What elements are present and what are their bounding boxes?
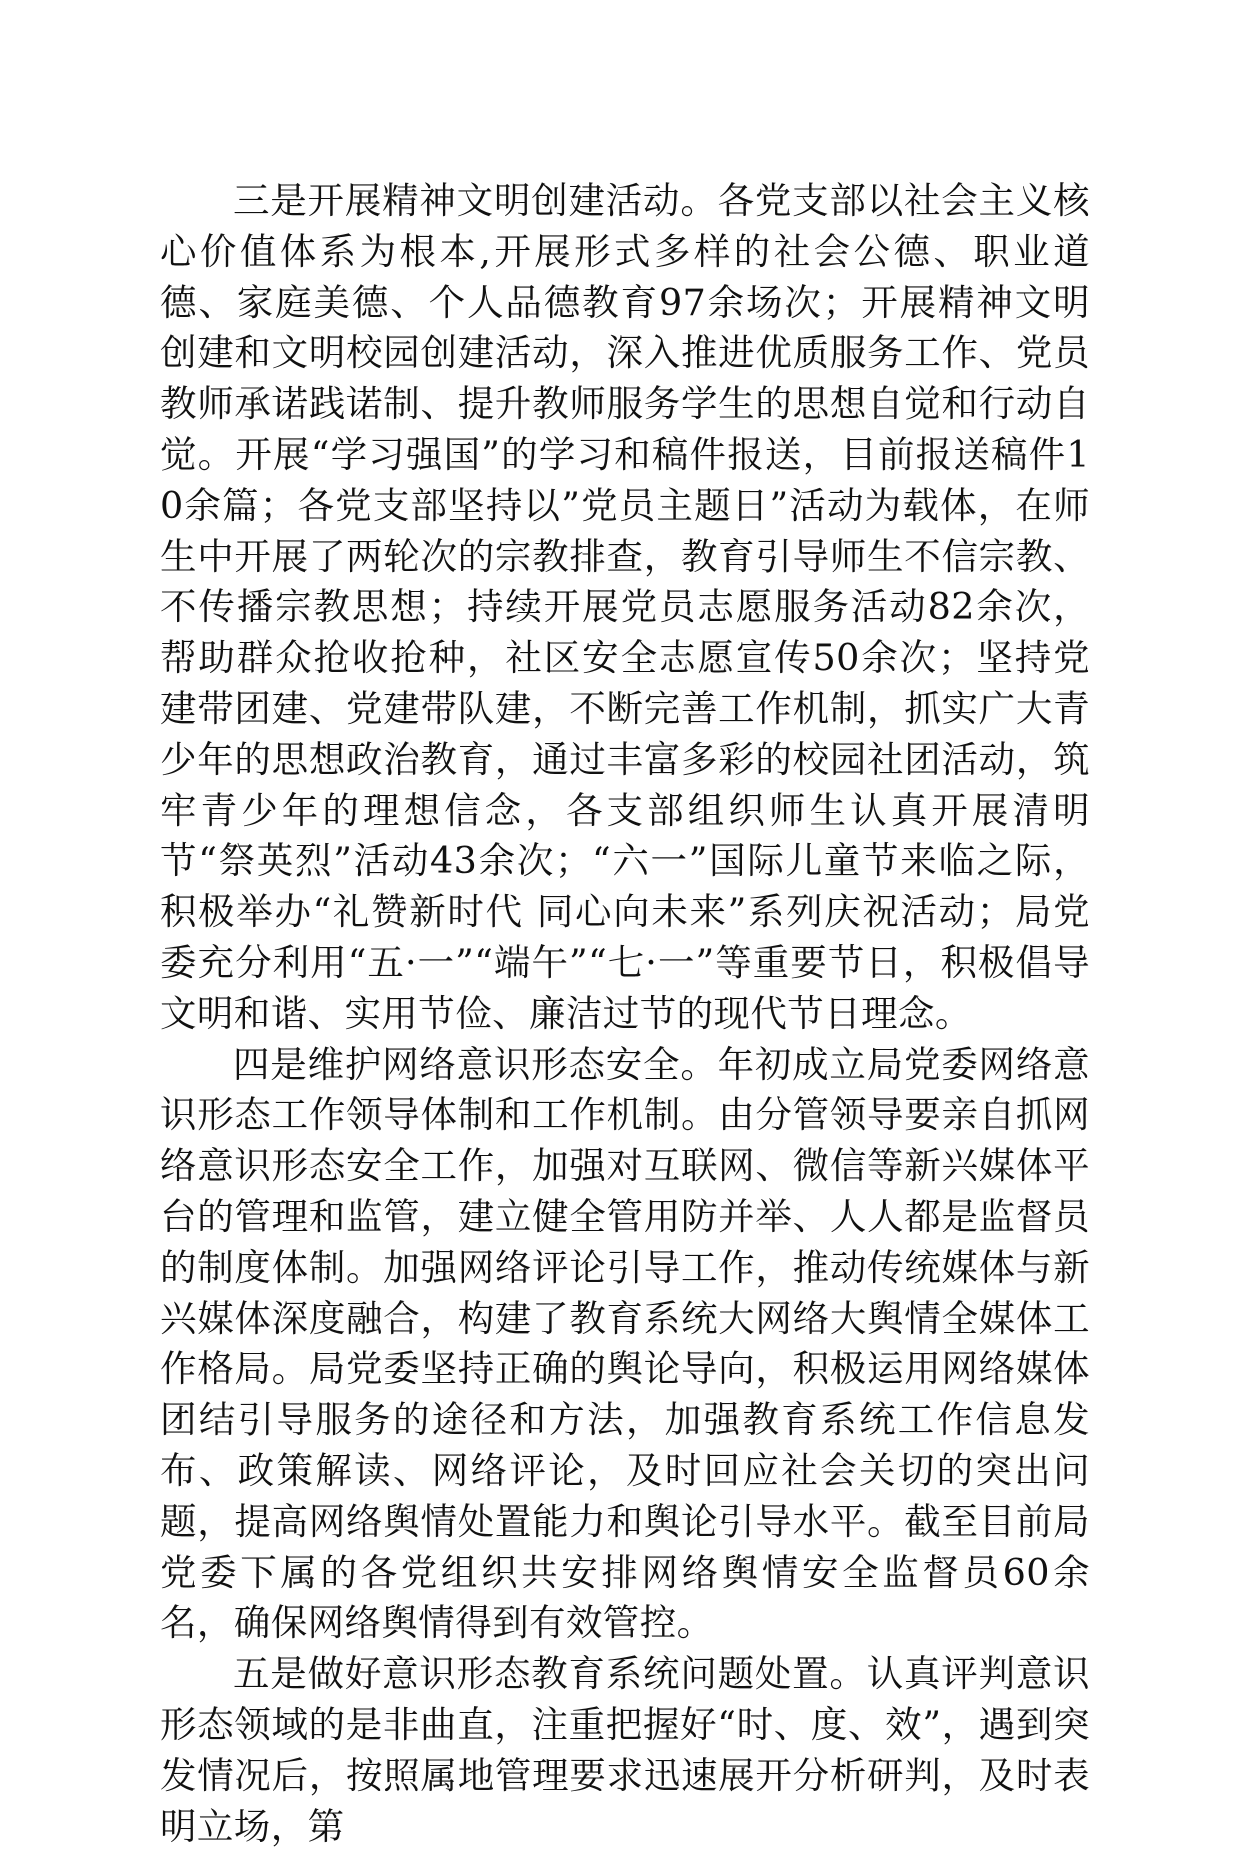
document-body xyxy=(160,176,1090,1852)
paragraph-ideology-issue-handling: 五是做好意识形态教育系统问题处置。认真评判意识形态领域的是非曲直，注重把握好“时、度、效”，遇到突发情况后，按照属地管理要求迅速展开分析研判，及时表明立场，第 xyxy=(160,1652,1090,1848)
paragraph-spiritual-civilization: 三是开展精神文明创建活动。各党支部以社会主义核心价值体系为根本,开展形式多样的社会公德、职业道德、家庭美德、个人品德教育97余场次；开展精神文明创建和文明校园创建活动，深入推进优质服务工作、党员教师承诺践诺制、提升教师服务学生的思想自觉和行动自觉。开展“学习强国”的学习和稿件报送，目前报送稿件10余篇；各党支部坚持以”党员主题日”活动为载体，在师生中开展了两轮次的宗教排查，教育引导师生不信宗教、不传播宗教思想；持续开展党员志愿服务活动82余次，帮助群众抢收抢种，社区安全志愿宣传50余次；坚持党建带团建、党建带队建，不断完善工作机制，抓实广大青少年的思想政治教育，通过丰富多彩的校园社团活动，筑牢青少年的理想信念，各支部组织师生认真开展清明节“祭英烈”活动43余次；“六一”国际儿童节来临之际，积极举办“礼赞新时代 同心向未来”系列庆祝活动；局党委充分利用“五·一”“端午”“七·一”等重要节日，积极倡导文明和谐、实用节俭、廉洁过节的现代节日理念。 xyxy=(160,179,1090,1035)
paragraph-network-ideology-security: 四是维护网络意识形态安全。年初成立局党委网络意识形态工作领导体制和工作机制。由分管领导要亲自抓网络意识形态安全工作，加强对互联网、微信等新兴媒体平台的管理和监管，建立健全管用防并举、人人都是监督员的制度体制。加强网络评论引导工作，推动传统媒体与新兴媒体深度融合，构建了教育系统大网络大舆情全媒体工作格局。局党委坚持正确的舆论导向，积极运用网络媒体团结引导服务的途径和方法，加强教育系统工作信息发布、政策解读、网络评论，及时回应社会关切的突出问题，提高网络舆情处置能力和舆论引导水平。截至目前局党委下属的各党组织共安排网络舆情安全监督员60余名，确保网络舆情得到有效管控。 xyxy=(160,1042,1090,1645)
